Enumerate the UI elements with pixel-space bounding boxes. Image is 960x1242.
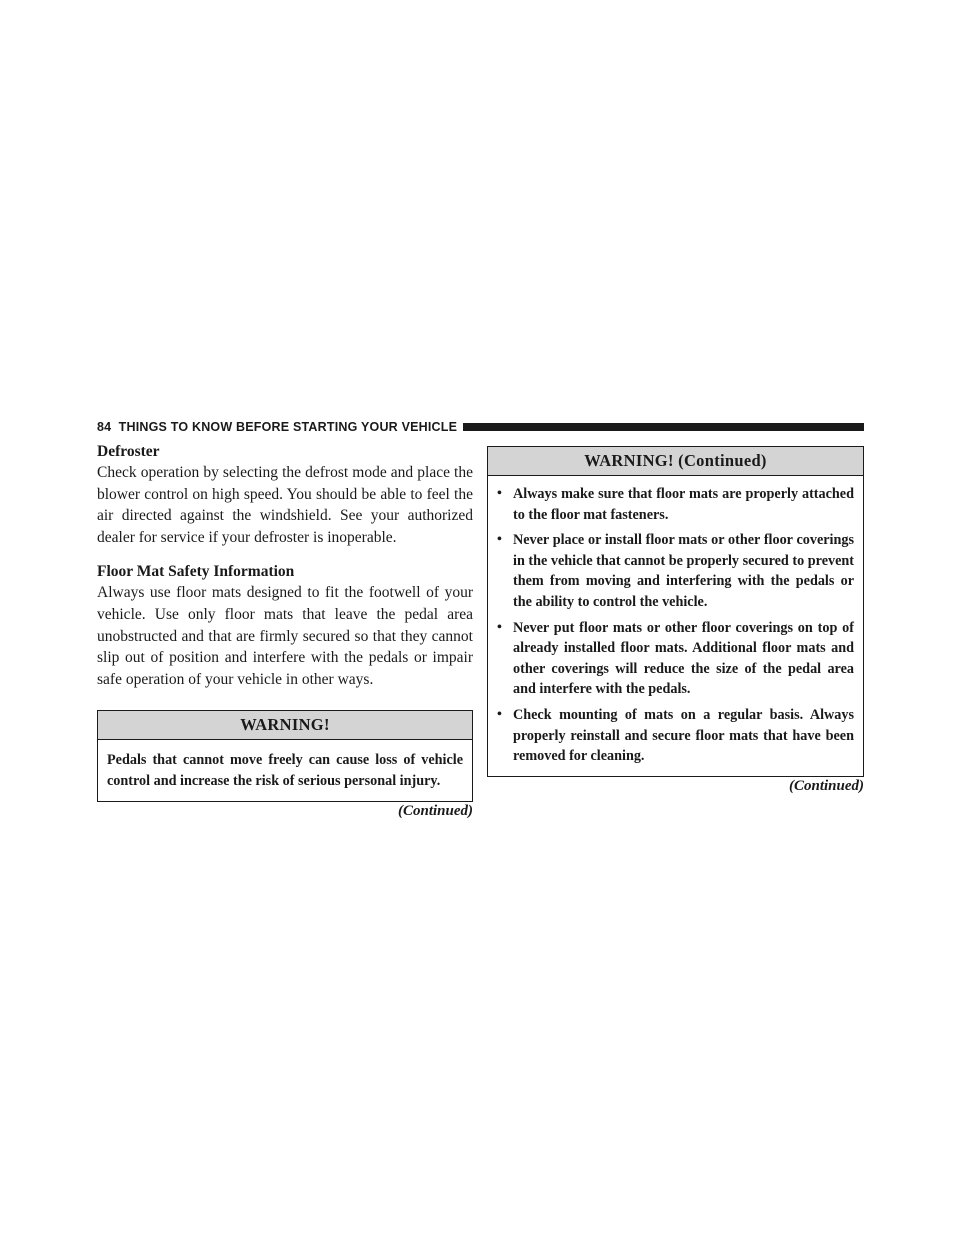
continued-label: (Continued) <box>397 802 473 819</box>
floor-mat-heading: Floor Mat Safety Information <box>97 563 295 581</box>
warning-continued-box <box>487 446 864 777</box>
floor-mat-paragraph: Always use floor mats designed to fit the footwell of your vehicle. Use only floor mats that leave the pedal area unobstructed and that are firmly secured so that they cannot slip out of position and interfere with the pedals or impair safe operation of your vehicle in other ways. <box>97 584 473 688</box>
list-item-text: Never place or install floor mats or other floor coverings in the vehicle that cannot be properly secured to prevent them from moving and interfering with the pedals or the ability to control the vehicle. <box>513 532 854 610</box>
list-item-text: Never put floor mats or other floor coverings on top of already installed floor mats. Additional floor mats and other coverings will reduce the size of the pedal area and interfere with the pedals. <box>513 619 854 698</box>
chapter-title: THINGS TO KNOW BEFORE STARTING YOUR VEHICLE <box>118 420 458 434</box>
bullet-icon: • <box>497 619 502 635</box>
bullet-icon: • <box>497 532 502 548</box>
bullet-icon: • <box>497 486 502 501</box>
page-header <box>97 418 864 436</box>
warning-title: WARNING! <box>98 711 472 740</box>
list-item <box>497 484 854 525</box>
list-item-text: Always make sure that floor mats are properly attached to the floor mat fasteners. <box>513 486 854 523</box>
warning-continued-title: WARNING! (Continued) <box>488 447 863 476</box>
left-column <box>97 441 473 820</box>
continued-label: (Continued) <box>788 777 864 794</box>
list-item <box>497 530 854 612</box>
list-item <box>497 618 854 700</box>
defroster-paragraph: Check operation by selecting the defrost mode and place the blower control on high speed. You should be able to feel the air directed against the windshield. See your authorized dealer for service if your defroster is inoperable. <box>97 464 473 546</box>
warning-box <box>97 710 473 801</box>
spacer <box>97 690 473 710</box>
list-item-text: Check mounting of mats on a regular basis. Always properly reinstall and secure floor mats that have been removed for cleaning. <box>513 706 854 765</box>
bullet-icon: • <box>497 706 502 722</box>
spacer <box>97 548 473 561</box>
header-rule <box>463 423 864 431</box>
page-number: 84 <box>97 420 112 434</box>
header-spacer <box>111 420 118 434</box>
warning-list <box>488 476 863 776</box>
warning-text: Pedals that cannot move freely can cause loss of vehicle control and increase the risk of serious personal injury. <box>107 752 463 789</box>
list-item <box>497 705 854 767</box>
right-column <box>487 446 864 795</box>
defroster-heading: Defroster <box>97 443 160 460</box>
